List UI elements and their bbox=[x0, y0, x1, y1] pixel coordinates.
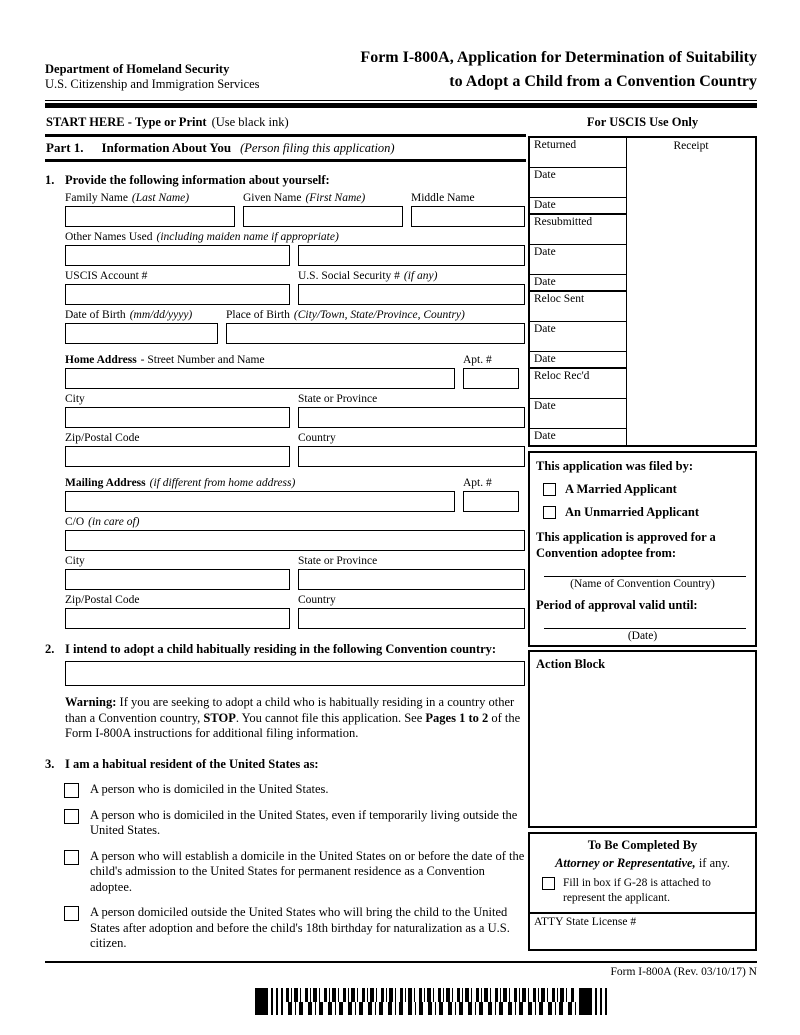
habitual-option-4-checkbox[interactable] bbox=[64, 906, 79, 921]
home-country-label: Country bbox=[298, 432, 336, 444]
unmarried-applicant-checkbox[interactable] bbox=[543, 506, 556, 519]
dob-input[interactable] bbox=[65, 323, 218, 344]
question-3-text: I am a habitual resident of the United States as: bbox=[65, 756, 319, 771]
form-title-line1: Form I-800A, Application for Determination of Suitability bbox=[360, 49, 757, 66]
married-applicant-option bbox=[543, 482, 749, 497]
start-here-text: START HERE - Type or Print bbox=[46, 115, 207, 129]
uscis-use-only-heading: For USCIS Use Only bbox=[586, 115, 699, 129]
uscis-table-rows bbox=[530, 138, 627, 445]
reloc-sent-date-cell-2: Date bbox=[530, 352, 626, 369]
habitual-option-4-text: A person domiciled outside the United States who will bring the child to the United States after adoption and before the child's 18th birthday for naturalization as a U.S. citizen. bbox=[90, 905, 510, 950]
action-block bbox=[528, 650, 757, 828]
returned-date-cell-2: Date bbox=[530, 198, 626, 215]
home-state-label: State or Province bbox=[298, 393, 378, 405]
g28-label: Fill in box if G-28 is attached to represent the applicant. bbox=[563, 877, 711, 904]
reloc-sent-date-cell-1: Date bbox=[530, 322, 626, 352]
pob-input[interactable] bbox=[226, 323, 525, 344]
approval-date-write-line[interactable] bbox=[544, 616, 746, 629]
start-here-bar bbox=[45, 111, 526, 137]
g28-option bbox=[542, 876, 750, 905]
left-column bbox=[45, 111, 526, 952]
attorney-section bbox=[530, 834, 755, 912]
form-title-line2: to Adopt a Child from a Convention Country bbox=[449, 73, 757, 90]
home-state-input[interactable] bbox=[298, 407, 525, 428]
other-names-label: Other Names Used (including maiden name if appropriate) bbox=[65, 231, 339, 243]
form-title bbox=[360, 46, 757, 94]
question-2-number: 2. bbox=[45, 642, 55, 656]
habitual-option-4 bbox=[64, 905, 526, 952]
married-applicant-label: A Married Applicant bbox=[565, 482, 677, 496]
warning-paragraph: Warning: If you are seeking to adopt a child who is habitually residing in a country other than a Convention country, STOP. You cannot file this application. See Pages 1 to 2 of the Form I-800A instructions for additional filing information. bbox=[65, 695, 521, 740]
given-name-input[interactable] bbox=[243, 206, 403, 227]
home-city-input[interactable] bbox=[65, 407, 290, 428]
filed-by-box bbox=[528, 451, 757, 647]
uscis-account-label: USCIS Account # bbox=[65, 270, 148, 282]
approval-date-note: (Date) bbox=[627, 630, 658, 643]
mailing-country-label: Country bbox=[298, 594, 336, 606]
attorney-subheading: Attorney or Representative, if any. bbox=[555, 856, 730, 870]
other-names-input-1[interactable] bbox=[65, 245, 290, 266]
middle-name-input[interactable] bbox=[411, 206, 525, 227]
other-names-input-2[interactable] bbox=[298, 245, 525, 266]
question-1-text: Provide the following information about yourself: bbox=[65, 173, 330, 187]
mailing-country-input[interactable] bbox=[298, 608, 525, 629]
question-2-text: I intend to adopt a child habitually residing in the following Convention country: bbox=[65, 642, 497, 656]
habitual-option-2-text: A person who is domiciled in the United States, even if temporarily living outside the United States. bbox=[90, 807, 518, 837]
attorney-box bbox=[528, 832, 757, 951]
reloc-recd-cell: Reloc Rec'd bbox=[530, 369, 626, 399]
question-1-heading bbox=[45, 173, 526, 188]
uscis-table bbox=[528, 136, 757, 447]
resubmitted-date-cell-1: Date bbox=[530, 245, 626, 275]
home-country-input[interactable] bbox=[298, 446, 525, 467]
mailing-state-input[interactable] bbox=[298, 569, 525, 590]
mailing-address-label: Mailing Address (if different from home address) bbox=[65, 477, 296, 489]
header bbox=[0, 0, 800, 100]
mailing-street-input[interactable] bbox=[65, 491, 455, 512]
form-id: Form I-800A (Rev. 03/10/17) N bbox=[610, 966, 757, 978]
convention-country-input[interactable] bbox=[65, 661, 525, 686]
question-1-fields bbox=[65, 188, 525, 629]
action-block-label: Action Block bbox=[536, 657, 606, 671]
uscis-account-input[interactable] bbox=[65, 284, 290, 305]
mailing-zip-label: Zip/Postal Code bbox=[65, 594, 140, 606]
pob-label: Place of Birth (City/Town, State/Province, Country) bbox=[226, 309, 465, 321]
barcode-end-block bbox=[579, 988, 592, 1015]
reloc-recd-date-cell-1: Date bbox=[530, 399, 626, 429]
agency-block bbox=[45, 62, 260, 94]
barcode bbox=[255, 988, 607, 1015]
reloc-recd-date-cell-2: Date bbox=[534, 430, 556, 442]
question-3-heading bbox=[45, 757, 526, 772]
barcode-body bbox=[286, 988, 576, 1015]
reloc-sent-cell: Reloc Sent bbox=[530, 292, 626, 322]
approved-for-heading: This application is approved for a Convention adoptee from: bbox=[536, 530, 716, 560]
attorney-heading: To Be Completed By bbox=[587, 838, 698, 852]
filed-by-heading: This application was filed by: bbox=[536, 459, 693, 473]
home-address-label: Home Address - Street Number and Name bbox=[65, 354, 265, 366]
receipt-area bbox=[627, 138, 755, 445]
co-input[interactable] bbox=[65, 530, 525, 551]
g28-checkbox[interactable] bbox=[542, 877, 555, 890]
home-apt-input[interactable] bbox=[463, 368, 519, 389]
question-1-number: 1. bbox=[45, 173, 55, 187]
part1-title: Information About You bbox=[101, 140, 232, 155]
married-applicant-checkbox[interactable] bbox=[543, 483, 556, 496]
habitual-option-2-checkbox[interactable] bbox=[64, 809, 79, 824]
agency-name: Department of Homeland Security bbox=[45, 61, 230, 76]
family-name-label: Family Name (Last Name) bbox=[65, 192, 190, 204]
mailing-state-label: State or Province bbox=[298, 555, 378, 567]
unmarried-applicant-label: An Unmarried Applicant bbox=[565, 505, 700, 519]
right-column bbox=[528, 111, 757, 951]
habitual-option-3-checkbox[interactable] bbox=[64, 850, 79, 865]
barcode-start-bars bbox=[268, 988, 283, 1015]
dob-label: Date of Birth (mm/dd/yyyy) bbox=[65, 309, 193, 321]
middle-name-label: Middle Name bbox=[411, 192, 475, 204]
habitual-option-1-checkbox[interactable] bbox=[64, 783, 79, 798]
agency-subname: U.S. Citizenship and Immigration Services bbox=[45, 77, 260, 92]
habitual-option-1 bbox=[64, 782, 526, 798]
convention-country-note: (Name of Convention Country) bbox=[570, 578, 715, 591]
given-name-label: Given Name (First Name) bbox=[243, 192, 366, 204]
home-zip-label: Zip/Postal Code bbox=[65, 432, 140, 444]
mailing-city-input[interactable] bbox=[65, 569, 290, 590]
habitual-option-3 bbox=[64, 849, 526, 896]
question-2-heading bbox=[45, 642, 526, 657]
ssn-label: U.S. Social Security # (if any) bbox=[298, 270, 438, 282]
home-city-label: City bbox=[65, 393, 85, 405]
barcode-end-bars bbox=[592, 988, 607, 1015]
mailing-zip-input[interactable] bbox=[65, 608, 290, 629]
returned-date-cell-1: Date bbox=[530, 168, 626, 198]
habitual-option-1-text: A person who is domiciled in the United States. bbox=[90, 781, 329, 796]
part1-header bbox=[45, 137, 526, 162]
use-black-ink-note: (Use black ink) bbox=[211, 115, 289, 129]
part1-note: (Person filing this application) bbox=[240, 141, 395, 155]
footer bbox=[45, 961, 757, 978]
atty-license-label: ATTY State License # bbox=[534, 916, 637, 929]
habitual-option-3-text: A person who will establish a domicile in the United States on or before the date of the child's admission to the United States for permanent residence as a Convention adoptee. bbox=[90, 848, 525, 894]
mailing-apt-input[interactable] bbox=[463, 491, 519, 512]
mailing-apt-label: Apt. # bbox=[463, 477, 492, 489]
receipt-label: Receipt bbox=[673, 140, 709, 152]
question-3-number: 3. bbox=[45, 756, 55, 771]
warning-label: Warning: bbox=[65, 695, 117, 709]
home-street-input[interactable] bbox=[65, 368, 455, 389]
co-label: C/O (in care of) bbox=[65, 516, 140, 528]
barcode-start-block bbox=[255, 988, 268, 1015]
convention-country-write-line[interactable] bbox=[544, 564, 746, 577]
resubmitted-cell: Resubmitted bbox=[530, 215, 626, 245]
part1-number: Part 1. bbox=[46, 140, 84, 155]
header-rule-thin bbox=[45, 100, 757, 101]
habitual-option-2 bbox=[64, 808, 526, 839]
mailing-city-label: City bbox=[65, 555, 85, 567]
period-heading: Period of approval valid until: bbox=[536, 598, 698, 613]
returned-cell: Returned bbox=[530, 138, 626, 168]
ssn-input[interactable] bbox=[298, 284, 525, 305]
unmarried-applicant-option bbox=[543, 505, 749, 520]
atty-license-cell[interactable] bbox=[530, 912, 755, 949]
home-zip-input[interactable] bbox=[65, 446, 290, 467]
resubmitted-date-cell-2: Date bbox=[530, 275, 626, 292]
family-name-input[interactable] bbox=[65, 206, 235, 227]
home-apt-label: Apt. # bbox=[463, 354, 492, 366]
